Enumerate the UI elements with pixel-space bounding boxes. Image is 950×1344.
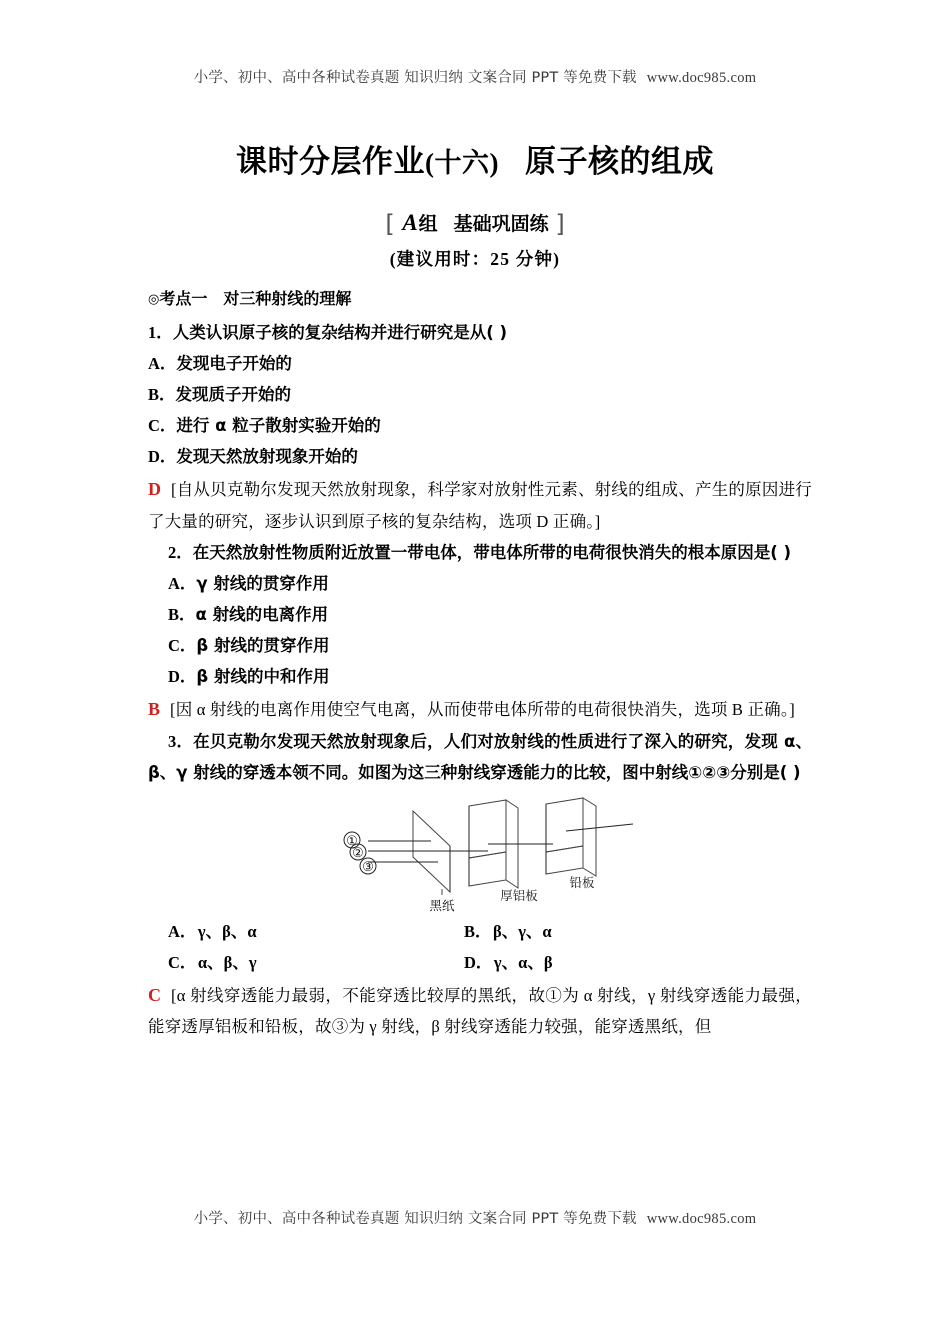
ray-label-3: ③ <box>362 858 374 874</box>
option-c[interactable] <box>148 630 812 661</box>
question-stem-text: 在贝克勒尔发现天然放射现象后，人们对放射线的性质进行了深入的研究，发现 α、β、γ 射线的穿透本领不同。如图为这三种射线穿透能力的比较，图中射线①②③分别是( ) <box>148 731 812 782</box>
answer-explanation: [α 射线穿透能力最弱，不能穿透比较厚的黑纸，故①为 α 射线，γ 射线穿透能力最强，能穿透厚铝板和铅板，故③为 γ 射线，β 射线穿透能力较强，能穿透黑纸，但 <box>148 985 812 1036</box>
question-stem <box>148 317 812 348</box>
group-header <box>0 208 950 236</box>
answer-block <box>148 694 812 726</box>
group-name: 基础巩固练 <box>453 213 549 235</box>
answer-explanation: [因 α 射线的电离作用使空气电离，从而使带电体所带的电荷很快消失，选项 B 正确。] <box>170 700 796 719</box>
answer-letter: B <box>148 699 161 719</box>
option-b-text: β、γ、α <box>493 921 552 941</box>
option-d[interactable] <box>148 441 812 472</box>
option-grid <box>148 916 812 978</box>
watermark-footer-url: www.doc985.com <box>646 1211 757 1227</box>
option-c-text: α、β、γ <box>197 952 257 972</box>
answer-letter: D <box>148 479 161 499</box>
option-c-text: 进行 α 粒子散射实验开始的 <box>176 416 381 435</box>
option-d-letter: D． <box>148 447 177 466</box>
option-b-letter: B． <box>148 385 176 404</box>
option-c-letter: C． <box>168 952 197 972</box>
ray-penetration-diagram <box>338 794 648 916</box>
watermark-footer-text: 小学、初中、高中各种试卷真题 知识归纳 文案合同 PPT 等免费下载 <box>193 1211 637 1227</box>
option-d[interactable] <box>148 661 812 692</box>
bracket-left: [ <box>385 210 395 238</box>
page-title-number: (十六) <box>425 148 499 178</box>
watermark-header-text: 小学、初中、高中各种试卷真题 知识归纳 文案合同 PPT 等免费下载 <box>193 70 637 86</box>
exam-point-marker-icon: ◎ <box>148 292 160 307</box>
exam-point-heading <box>148 286 812 309</box>
option-c-text: β 射线的贯穿作用 <box>196 636 330 655</box>
exam-point-label: 考点一 <box>159 289 208 308</box>
option-c[interactable] <box>148 410 812 441</box>
answer-explanation: [自从贝克勒尔发现天然放射现象，科学家对放射性元素、射线的组成、产生的原因进行了大量的研究，逐步认识到原子核的复杂结构，选项 D 正确。] <box>148 480 812 531</box>
barrier-label-lead-plate: 铅板 <box>569 875 595 890</box>
ray-penetration-figure <box>148 794 812 916</box>
option-d-letter: D． <box>464 952 493 972</box>
option-d[interactable] <box>464 947 760 978</box>
watermark-header <box>0 66 950 87</box>
option-d-text: γ、α、β <box>493 952 553 972</box>
option-a-letter: A． <box>168 921 197 941</box>
option-b[interactable] <box>148 599 812 630</box>
ray-label-1: ① <box>346 832 358 848</box>
answer-block <box>148 474 812 537</box>
option-b[interactable] <box>148 379 812 410</box>
option-a[interactable] <box>148 568 812 599</box>
option-b-text: 发现质子开始的 <box>175 385 292 404</box>
option-grid-col-left <box>168 916 464 978</box>
question-stem <box>148 726 812 788</box>
option-c[interactable] <box>168 947 464 978</box>
option-a-letter: A． <box>148 354 177 373</box>
option-a-text: 发现电子开始的 <box>176 354 292 373</box>
answer-block <box>148 980 812 1043</box>
barrier-lead-plate <box>546 798 596 876</box>
question-number: 1． <box>148 323 173 342</box>
option-a-text: γ 射线的贯穿作用 <box>196 574 329 593</box>
ray-3-path <box>368 824 633 862</box>
answer-letter: C <box>148 984 161 1005</box>
option-b-text: α 射线的电离作用 <box>195 605 329 624</box>
option-b-letter: B． <box>168 605 196 624</box>
option-c-letter: C． <box>168 636 197 655</box>
option-a[interactable] <box>148 348 812 379</box>
page-title <box>0 136 950 181</box>
option-b-letter: B． <box>464 921 492 941</box>
option-b[interactable] <box>464 916 760 947</box>
time-hint: (建议用时：25 分钟) <box>389 249 561 269</box>
option-d-letter: D． <box>168 667 197 686</box>
page-title-main: 课时分层作业 <box>236 144 425 180</box>
option-d-text: 发现天然放射现象开始的 <box>176 447 358 466</box>
exam-point-name: 对三种射线的理解 <box>223 289 352 308</box>
option-a[interactable] <box>168 916 464 947</box>
content-body <box>148 286 812 1043</box>
question-stem-text: 在天然放射性物质附近放置一带电体，带电体所带的电荷很快消失的根本原因是( ) <box>192 543 792 562</box>
group-letter: A <box>402 210 418 235</box>
option-a-text: γ、β、α <box>197 921 257 941</box>
bracket-right: ] <box>555 210 565 238</box>
option-grid-col-right <box>464 916 760 978</box>
option-a-letter: A． <box>168 574 197 593</box>
page-title-subject: 原子核的组成 <box>524 144 714 180</box>
question-stem-text: 人类认识原子核的复杂结构并进行研究是从( ) <box>172 323 508 342</box>
barrier-label-thick-aluminium: 厚铝板 <box>500 888 538 903</box>
ray-label-2: ② <box>352 844 364 860</box>
watermark-header-url: www.doc985.com <box>646 70 757 86</box>
watermark-footer <box>0 1207 950 1228</box>
question-number: 3． <box>168 731 194 751</box>
option-c-letter: C． <box>148 416 177 435</box>
question-number: 2． <box>168 543 193 562</box>
group-letter-suffix: 组 <box>418 213 438 235</box>
option-d-text: β 射线的中和作用 <box>196 667 330 686</box>
barrier-label-black-paper: 黑纸 <box>429 898 455 913</box>
question-stem <box>148 537 812 568</box>
